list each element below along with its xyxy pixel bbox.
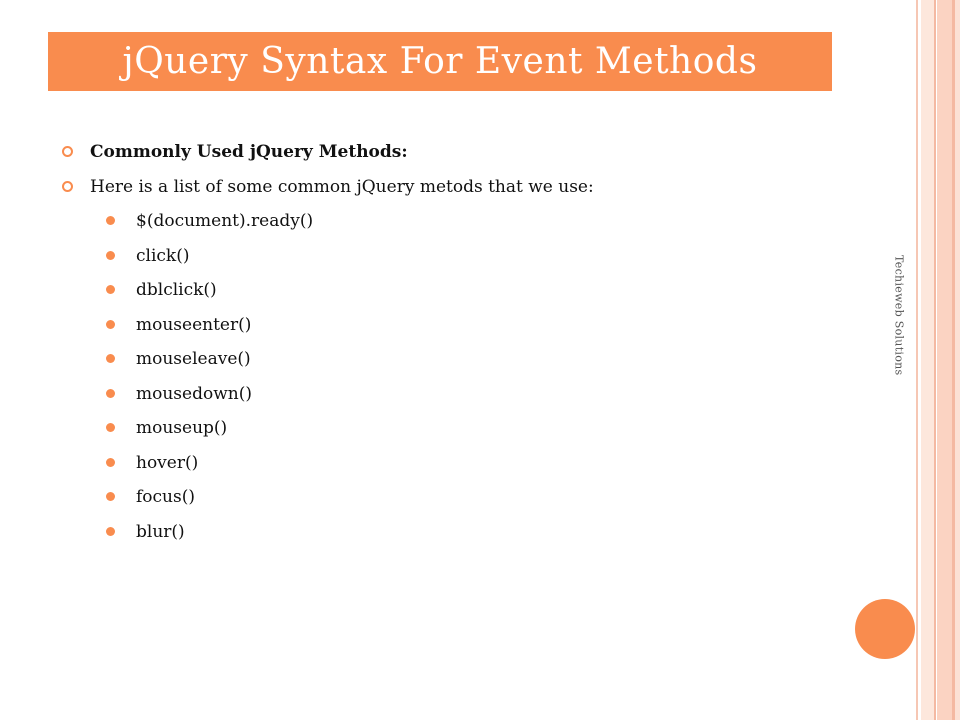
decorative-stripe bbox=[916, 0, 918, 720]
method-item bbox=[62, 239, 842, 274]
decorative-stripe bbox=[955, 0, 960, 720]
method-name: dblclick() bbox=[136, 280, 217, 301]
decorative-circle bbox=[855, 599, 915, 659]
side-caption bbox=[884, 255, 914, 405]
side-caption-text: Techieweb Solutions bbox=[892, 255, 906, 376]
method-item bbox=[62, 273, 842, 308]
dot-bullet-icon bbox=[106, 389, 115, 398]
bullet-text: Commonly Used jQuery Methods: bbox=[90, 141, 408, 162]
decorative-stripe bbox=[921, 0, 934, 720]
method-name: blur() bbox=[136, 521, 185, 542]
method-item bbox=[62, 411, 842, 446]
dot-bullet-icon bbox=[106, 320, 115, 329]
decorative-stripe bbox=[934, 0, 936, 720]
ring-bullet-icon bbox=[62, 146, 73, 157]
method-item bbox=[62, 342, 842, 377]
decorative-stripe bbox=[937, 0, 952, 720]
method-name: $(document).ready() bbox=[136, 211, 314, 232]
dot-bullet-icon bbox=[106, 527, 115, 536]
dot-bullet-icon bbox=[106, 354, 115, 363]
bullet-text: Here is a list of some common jQuery metods that we use: bbox=[90, 176, 594, 197]
bullet-point-intro bbox=[62, 169, 842, 204]
method-name: hover() bbox=[136, 452, 199, 473]
dot-bullet-icon bbox=[106, 458, 115, 467]
title-bar bbox=[48, 32, 832, 91]
method-item bbox=[62, 308, 842, 343]
dot-bullet-icon bbox=[106, 285, 115, 294]
method-name: focus() bbox=[136, 487, 195, 508]
method-item bbox=[62, 204, 842, 239]
method-item bbox=[62, 480, 842, 515]
bullet-point-heading bbox=[62, 134, 842, 169]
dot-bullet-icon bbox=[106, 492, 115, 501]
dot-bullet-icon bbox=[106, 251, 115, 260]
method-name: mouseleave() bbox=[136, 349, 251, 370]
dot-bullet-icon bbox=[106, 216, 115, 225]
bullet-list bbox=[62, 134, 842, 549]
ring-bullet-icon bbox=[62, 181, 73, 192]
method-name: click() bbox=[136, 245, 190, 266]
method-name: mouseenter() bbox=[136, 314, 252, 335]
method-name: mousedown() bbox=[136, 383, 252, 404]
method-item bbox=[62, 377, 842, 412]
dot-bullet-icon bbox=[106, 423, 115, 432]
method-item bbox=[62, 446, 842, 481]
method-name: mouseup() bbox=[136, 418, 228, 439]
slide-title: jQuery Syntax For Event Methods bbox=[122, 41, 758, 82]
method-item bbox=[62, 515, 842, 550]
